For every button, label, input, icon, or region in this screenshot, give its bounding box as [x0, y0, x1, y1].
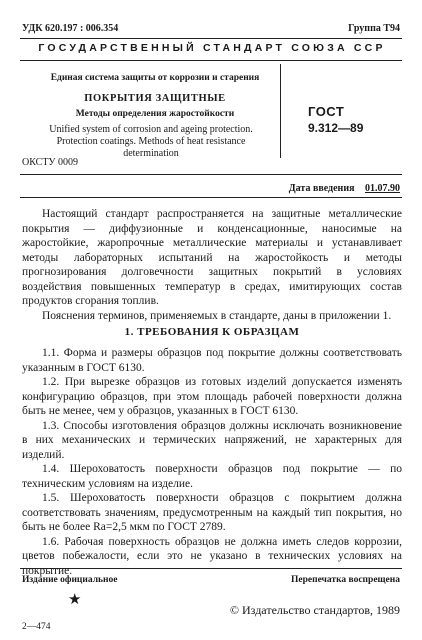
- intro-paragraph: Настоящий стандарт распространяется на защитные металлические покрытия — диффузионные и конденсационные, наносимые на жаростойкие, жаропрочные металлические материалы и устанавливает методы лабораторных испытаний на жаростойкость и методы прогнозирования долговечности защитных покрытий в условиях воздействия повышенных температур в средах, имитирующих состав продуктов сгорания топлив.: [22, 208, 402, 307]
- gost-number: 9.312—89: [308, 121, 364, 135]
- document-subtitle: Методы определения жаростойкости: [75, 109, 235, 119]
- section-paragraph: 1.5. Шероховатость поверхности образцов с покрытием должна соответствовать значениям, предусмотренным на каждый тип покрытия, но быть не более Ra=2,5 мкм по ГОСТ 2789.: [22, 492, 402, 533]
- section-paragraph: 1.3. Способы изготовления образцов должны исключать возникновение в них механических и термических напряжений, не характерных для изделий.: [22, 419, 402, 461]
- english-title-line-1: Unified system of corrosion and ageing protection.: [49, 124, 253, 135]
- gost-label: ГОСТ: [308, 104, 345, 119]
- effective-date-label: Дата введения: [288, 183, 355, 194]
- section-paragraph: 1.2. При вырезке образцов из готовых изделий допускается изменять конфигурацию образцов, при этом площадь рабочей поверхности должна быть не менее, чем у образцов, указанных в ГОСТ 6130.: [22, 376, 402, 417]
- header-rule-bottom: [20, 60, 402, 61]
- section-body: [22, 346, 402, 578]
- series-title: Единая система защиты от коррозии и старения: [50, 73, 260, 83]
- english-title-line-2: Protection coatings. Methods of heat resistance: [56, 136, 246, 147]
- section-paragraph: 1.4. Шероховатость поверхности образцов под покрытие — по техническим условиям на изделие.: [22, 463, 402, 490]
- udk-code: УДК 620.197 : 006.354: [22, 23, 119, 34]
- document-title: ПОКРЫТИЯ ЗАЩИТНЫЕ: [84, 93, 226, 104]
- section-paragraph: 1.1. Форма и размеры образцов под покрытие должны соответствовать указанным в ГОСТ 6130.: [22, 347, 402, 374]
- intro-paragraph: Пояснения терминов, применяемых в стандарте, даны в приложении 1.: [42, 309, 392, 322]
- english-title-line-3: determination: [123, 148, 179, 159]
- okstu-code: ОКСТУ 0009: [22, 157, 79, 168]
- official-edition-label: Издание официальное: [22, 575, 118, 585]
- date-rule: [20, 197, 402, 198]
- footer-rule: [20, 568, 402, 569]
- effective-date-value: 01.07.90: [365, 183, 400, 194]
- state-standard-banner: ГОСУДАРСТВЕННЫЙ СТАНДАРТ СОЮЗА ССР: [38, 42, 386, 54]
- reprint-prohibited-label: Перепечатка воспрещена: [290, 575, 400, 585]
- title-block-divider: [280, 64, 281, 158]
- group-code: Группа Т94: [348, 23, 400, 34]
- section-title: 1. ТРЕБОВАНИЯ К ОБРАЗЦАМ: [124, 326, 300, 338]
- star-icon: ★: [68, 592, 82, 608]
- copyright-notice: © Издательство стандартов, 1989: [229, 603, 400, 617]
- effective-date: [289, 183, 400, 194]
- title-block-rule: [20, 174, 402, 175]
- header-rule-top: [20, 38, 402, 39]
- section-paragraph: 1.6. Рабочая поверхность образцов не должна иметь следов коррозии, цветов побежалости, если это не указано в технических условиях на покрытие.: [22, 535, 402, 577]
- page-code: 2—474: [22, 622, 51, 632]
- intro-text: [22, 207, 402, 323]
